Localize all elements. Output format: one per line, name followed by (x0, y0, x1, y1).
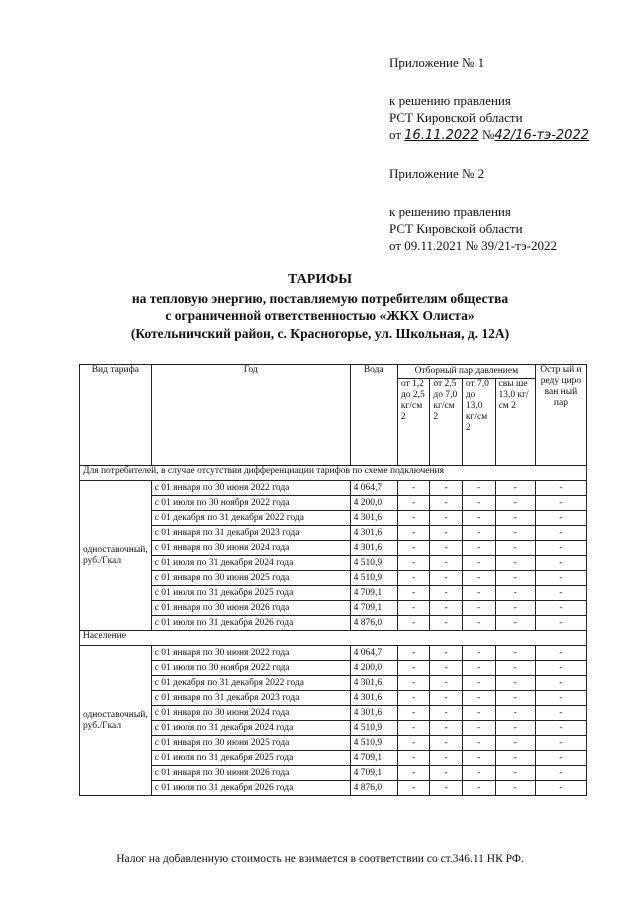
empty-value-cell: - (495, 736, 535, 751)
period-cell: с 01 января по 30 июня 2024 года (151, 706, 350, 721)
empty-value-cell: - (535, 616, 586, 631)
empty-value-cell: - (495, 481, 535, 496)
empty-value-cell: - (535, 571, 586, 586)
empty-value-cell: - (535, 541, 586, 556)
rate-type-cell: одноставочный, руб./Гкал (80, 481, 152, 631)
empty-value-cell: - (430, 766, 462, 781)
empty-value-cell: - (535, 601, 586, 616)
empty-value-cell: - (495, 706, 535, 721)
empty-value-cell: - (430, 706, 462, 721)
table-row (80, 556, 587, 571)
empty-value-cell: - (397, 661, 429, 676)
empty-value-cell: - (495, 496, 535, 511)
empty-value-cell: - (397, 781, 429, 796)
section-title-2: Население (80, 631, 587, 646)
period-cell: с 01 января по 30 июня 2022 года (151, 481, 350, 496)
empty-value-cell: - (430, 481, 462, 496)
empty-value-cell: - (397, 736, 429, 751)
period-cell: с 01 января по 30 июня 2025 года (151, 736, 350, 751)
water-value-cell: 4 876,0 (350, 781, 397, 796)
decision-1-line-2: РСТ Кировской области (389, 110, 523, 125)
period-cell: с 01 июля по 30 ноября 2022 года (151, 496, 350, 511)
table-row (80, 646, 587, 661)
period-cell: с 01 июля по 31 декабря 2025 года (151, 751, 350, 766)
decision-2-line-3: от 09.11.2021 № 39/21-тэ-2022 (389, 238, 558, 253)
empty-value-cell: - (462, 781, 495, 796)
water-value-cell: 4 301,6 (350, 541, 397, 556)
empty-value-cell: - (535, 481, 586, 496)
decision-2-line-2: РСТ Кировской области (389, 221, 523, 236)
empty-value-cell: - (462, 586, 495, 601)
water-value-cell: 4 200,0 (350, 661, 397, 676)
water-value-cell: 4 301,6 (350, 706, 397, 721)
empty-value-cell: - (495, 721, 535, 736)
empty-value-cell: - (430, 751, 462, 766)
period-cell: с 01 декабря по 31 декабря 2022 года (151, 511, 350, 526)
empty-value-cell: - (535, 736, 586, 751)
empty-value-cell: - (535, 556, 586, 571)
doc-subtitle-1: на тепловую энергию, поставляемую потребителям общества (131, 291, 509, 306)
water-value-cell: 4 301,6 (350, 526, 397, 541)
empty-value-cell: - (462, 751, 495, 766)
empty-value-cell: - (495, 571, 535, 586)
period-cell: с 01 января по 30 июня 2026 года (151, 601, 350, 616)
empty-value-cell: - (495, 601, 535, 616)
table-row (80, 616, 587, 631)
header-pressure-4: свы ше 13,0 кг/см 2 (495, 379, 535, 466)
empty-value-cell: - (495, 766, 535, 781)
water-value-cell: 4 301,6 (350, 691, 397, 706)
period-cell: с 01 декабря по 31 декабря 2022 года (151, 676, 350, 691)
empty-value-cell: - (430, 616, 462, 631)
empty-value-cell: - (397, 511, 429, 526)
table-row (80, 571, 587, 586)
table-row (80, 496, 587, 511)
period-cell: с 01 января по 30 июня 2024 года (151, 541, 350, 556)
empty-value-cell: - (495, 781, 535, 796)
table-row (80, 481, 587, 496)
empty-value-cell: - (397, 496, 429, 511)
empty-value-cell: - (397, 601, 429, 616)
empty-value-cell: - (462, 691, 495, 706)
empty-value-cell: - (535, 751, 586, 766)
period-cell: с 01 июля по 30 ноября 2022 года (151, 661, 350, 676)
empty-value-cell: - (495, 616, 535, 631)
empty-value-cell: - (397, 706, 429, 721)
empty-value-cell: - (495, 676, 535, 691)
empty-value-cell: - (430, 646, 462, 661)
empty-value-cell: - (397, 616, 429, 631)
appendix-2-label: Приложение № 2 (389, 166, 485, 181)
header-live-steam: Остр ый и реду циро ван ный пар (535, 365, 586, 466)
empty-value-cell: - (495, 526, 535, 541)
empty-value-cell: - (397, 481, 429, 496)
decision-2-line-1: к решению правления (389, 204, 511, 219)
table-row (80, 526, 587, 541)
table-row (80, 751, 587, 766)
empty-value-cell: - (430, 556, 462, 571)
empty-value-cell: - (430, 661, 462, 676)
empty-value-cell: - (397, 556, 429, 571)
rate-type-cell: одноставочный, руб./Гкал (80, 646, 152, 796)
empty-value-cell: - (430, 511, 462, 526)
water-value-cell: 4 064,7 (350, 646, 397, 661)
empty-value-cell: - (397, 676, 429, 691)
decision-1-number: 42/16-тэ-2022 (494, 128, 589, 143)
period-cell: с 01 июля по 31 декабря 2026 года (151, 781, 350, 796)
water-value-cell: 4 301,6 (350, 511, 397, 526)
empty-value-cell: - (430, 781, 462, 796)
empty-value-cell: - (462, 706, 495, 721)
tariff-table (79, 364, 587, 796)
empty-value-cell: - (495, 586, 535, 601)
decision-1-line-3 (389, 126, 589, 144)
empty-value-cell: - (462, 481, 495, 496)
empty-value-cell: - (535, 691, 586, 706)
table-row (80, 661, 587, 676)
water-value-cell: 4 709,1 (350, 586, 397, 601)
water-value-cell: 4 510,9 (350, 721, 397, 736)
vat-note: Налог на добавленную стоимость не взимается в соответствии со ст.346.11 НК РФ. (116, 853, 524, 865)
header-pressure-1: от 1,2 до 2,5 кг/см 2 (397, 379, 429, 466)
table-row (80, 766, 587, 781)
empty-value-cell: - (535, 706, 586, 721)
section-title-1: Для потребителей, в случае отсутствия дифференциации тарифов по схеме подключения (80, 466, 587, 481)
empty-value-cell: - (535, 661, 586, 676)
section-body-2 (80, 646, 587, 796)
empty-value-cell: - (535, 586, 586, 601)
table-row (80, 541, 587, 556)
period-cell: с 01 июля по 31 декабря 2024 года (151, 556, 350, 571)
empty-value-cell: - (495, 556, 535, 571)
water-value-cell: 4 709,1 (350, 601, 397, 616)
empty-value-cell: - (495, 691, 535, 706)
table-row (80, 601, 587, 616)
period-cell: с 01 января по 30 июня 2022 года (151, 646, 350, 661)
water-value-cell: 4 510,9 (350, 736, 397, 751)
header-year: Год (151, 365, 350, 466)
water-value-cell: 4 510,9 (350, 571, 397, 586)
decision-1-num-sign: № (481, 127, 495, 142)
empty-value-cell: - (535, 646, 586, 661)
appendix-1-label: Приложение № 1 (389, 55, 485, 70)
empty-value-cell: - (462, 736, 495, 751)
empty-value-cell: - (397, 751, 429, 766)
doc-subtitle-3: (Котельничский район, с. Красногорье, ул. Школьная, д. 12А) (130, 326, 510, 341)
empty-value-cell: - (397, 571, 429, 586)
header-water: Вода (350, 365, 397, 466)
empty-value-cell: - (495, 751, 535, 766)
empty-value-cell: - (430, 691, 462, 706)
empty-value-cell: - (535, 781, 586, 796)
empty-value-cell: - (535, 511, 586, 526)
water-value-cell: 4 064,7 (350, 481, 397, 496)
section-body-1 (80, 481, 587, 631)
header-tariff-type: Вид тарифа (80, 365, 152, 466)
empty-value-cell: - (397, 646, 429, 661)
empty-value-cell: - (397, 691, 429, 706)
empty-value-cell: - (462, 541, 495, 556)
empty-value-cell: - (462, 646, 495, 661)
empty-value-cell: - (535, 496, 586, 511)
decision-1-line-1: к решению правления (389, 93, 511, 108)
empty-value-cell: - (462, 601, 495, 616)
empty-value-cell: - (430, 676, 462, 691)
empty-value-cell: - (397, 541, 429, 556)
empty-value-cell: - (535, 721, 586, 736)
water-value-cell: 4 709,1 (350, 766, 397, 781)
empty-value-cell: - (495, 646, 535, 661)
table-row (80, 781, 587, 796)
empty-value-cell: - (462, 766, 495, 781)
period-cell: с 01 января по 30 июня 2025 года (151, 571, 350, 586)
table-row (80, 511, 587, 526)
empty-value-cell: - (462, 556, 495, 571)
table-row (80, 736, 587, 751)
empty-value-cell: - (462, 526, 495, 541)
empty-value-cell: - (397, 766, 429, 781)
period-cell: с 01 января по 31 декабря 2023 года (151, 691, 350, 706)
water-value-cell: 4 876,0 (350, 616, 397, 631)
empty-value-cell: - (430, 496, 462, 511)
empty-value-cell: - (495, 541, 535, 556)
period-cell: с 01 июля по 31 декабря 2024 года (151, 721, 350, 736)
empty-value-cell: - (397, 586, 429, 601)
table-row (80, 706, 587, 721)
table-row (80, 721, 587, 736)
decision-1-from: от (389, 127, 402, 142)
header-pressure-2: от 2,5 до 7,0 кг/см 2 (430, 379, 462, 466)
empty-value-cell: - (462, 616, 495, 631)
empty-value-cell: - (397, 526, 429, 541)
table-row (80, 691, 587, 706)
empty-value-cell: - (535, 766, 586, 781)
empty-value-cell: - (462, 511, 495, 526)
period-cell: с 01 июля по 31 декабря 2025 года (151, 586, 350, 601)
table-row (80, 586, 587, 601)
empty-value-cell: - (535, 526, 586, 541)
empty-value-cell: - (430, 601, 462, 616)
period-cell: с 01 июля по 31 декабря 2026 года (151, 616, 350, 631)
water-value-cell: 4 709,1 (350, 751, 397, 766)
empty-value-cell: - (462, 496, 495, 511)
table-row (80, 676, 587, 691)
header-steam: Отборный пар давлением (397, 365, 535, 379)
period-cell: с 01 января по 30 июня 2026 года (151, 766, 350, 781)
empty-value-cell: - (535, 676, 586, 691)
empty-value-cell: - (462, 571, 495, 586)
doc-title: ТАРИФЫ (288, 272, 352, 287)
empty-value-cell: - (430, 541, 462, 556)
empty-value-cell: - (430, 721, 462, 736)
water-value-cell: 4 301,6 (350, 676, 397, 691)
period-cell: с 01 января по 31 декабря 2023 года (151, 526, 350, 541)
empty-value-cell: - (430, 571, 462, 586)
empty-value-cell: - (462, 721, 495, 736)
empty-value-cell: - (495, 511, 535, 526)
empty-value-cell: - (462, 676, 495, 691)
empty-value-cell: - (495, 661, 535, 676)
header-pressure-3: от 7,0 до 13,0 кг/см 2 (462, 379, 495, 466)
decision-1-date: 16.11.2022 (404, 128, 479, 143)
empty-value-cell: - (397, 721, 429, 736)
water-value-cell: 4 200,0 (350, 496, 397, 511)
empty-value-cell: - (430, 736, 462, 751)
empty-value-cell: - (430, 526, 462, 541)
water-value-cell: 4 510,9 (350, 556, 397, 571)
doc-subtitle-2: с ограниченной ответственностью «ЖКХ Олиста» (165, 308, 475, 323)
empty-value-cell: - (462, 661, 495, 676)
empty-value-cell: - (430, 586, 462, 601)
